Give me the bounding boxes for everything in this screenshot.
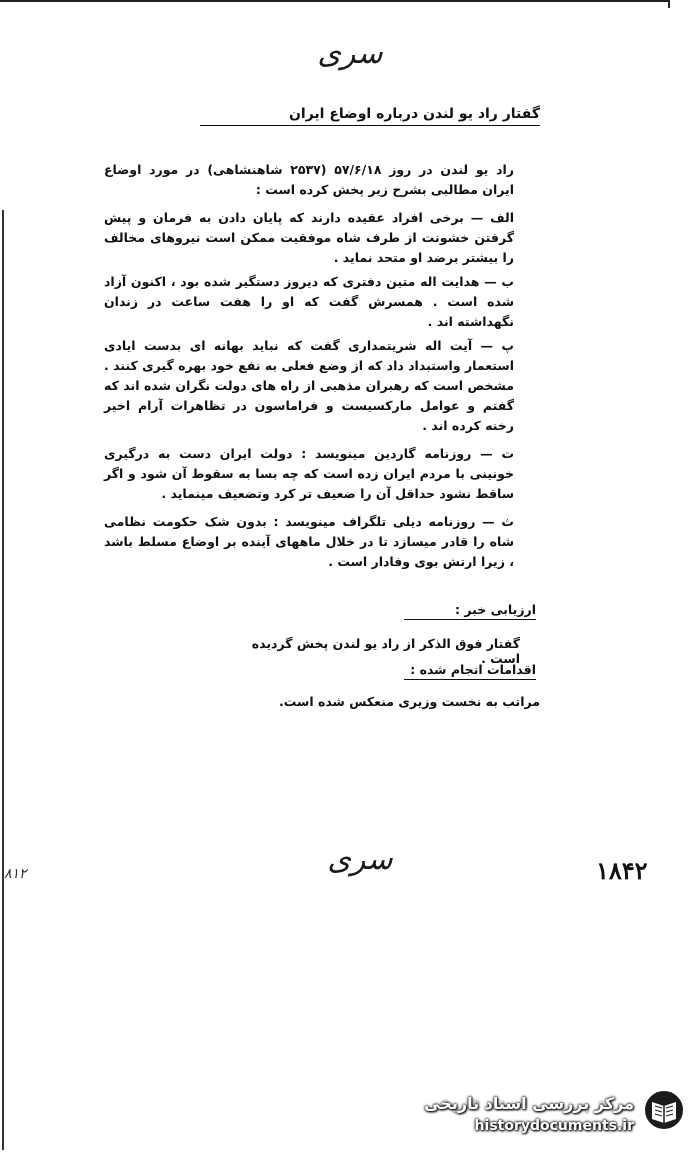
actions-text: مراتب به نخست وزیری منعکس شده است.: [279, 694, 540, 709]
item-pe: پ — آیت اله شریتمداری گفت که نباید بهانه ای بدست ایادی استعمار واستبداد داد که از وضع فعلی به نفع خود بهره گیری کنند . مشخص است که رهبران مذهبی از راه های دولت نگران شده اند که گفتم و عوامل مارکسیست و فراماسون در تظاهرات آرام اخیر رخنه کرده اند .: [104, 338, 514, 433]
classification-stamp-top: سری: [317, 36, 383, 71]
item-se: ث — روزنامه دیلی تلگراف مینویسد : بدون شک حکومت نظامی شاه را قادر میسازد تا در خلال ماههای آینده بر اوضاع مسلط باشد ، زیرا ارتش بوی وفادار است .: [104, 514, 514, 569]
item-te: ت — روزنامه گاردین مینویسد : دولت ایران دست به درگیری خونینی با مردم ایران زده است که چه بسا به سقوط آن شود و اگر ساقط نشود حداقل آن را ضعیف تر کرد وتضعیف مینماید .: [104, 446, 514, 501]
item-be: ب — هدایت اله متین دفتری که دیروز دستگیر شده بود ، اکنون آزاد شده است . همسرش گفت که او را هفت ساعت در زندان نگهداشته اند .: [104, 274, 514, 329]
margin-note: ۸۱۲: [4, 866, 27, 882]
classification-stamp-bottom: سری: [327, 842, 393, 877]
page-border-left: [2, 210, 4, 1150]
archive-watermark: [424, 1078, 694, 1146]
intro-paragraph: راد یو لندن در روز ۵۷/۶/۱۸ (۲۵۳۷ شاهنشاهی) در مورد اوضاع ایران مطالبی بشرح زیر پخش کرده است :: [104, 162, 514, 197]
page-number: ۱۸۴۲: [596, 856, 648, 885]
item-alef: الف — برخی افراد عقیده دارند که پایان دادن به فرمان و پیش گرفتن خشونت از طرف شاه موفقیت ممکن است نیروهای مخالف را بیشتر برضد او متحد نماید .: [104, 210, 514, 265]
book-logo-icon: [642, 1088, 686, 1132]
evaluation-text: گفتار فوق الذکر از راد یو لندن پخش گردیده است .: [251, 636, 520, 666]
page-border-top: [0, 0, 670, 8]
report-body: [104, 160, 514, 572]
actions-heading: اقدامات انجام شده :: [404, 662, 536, 680]
evaluation-heading: ارزیابی خبر :: [404, 602, 536, 620]
document-title: گفتار راد یو لندن درباره اوضاع ایران: [200, 106, 540, 126]
archive-name: مرکز بررسی اسناد تاریخی: [424, 1094, 634, 1113]
archive-url: historydocuments.ir: [474, 1118, 634, 1134]
